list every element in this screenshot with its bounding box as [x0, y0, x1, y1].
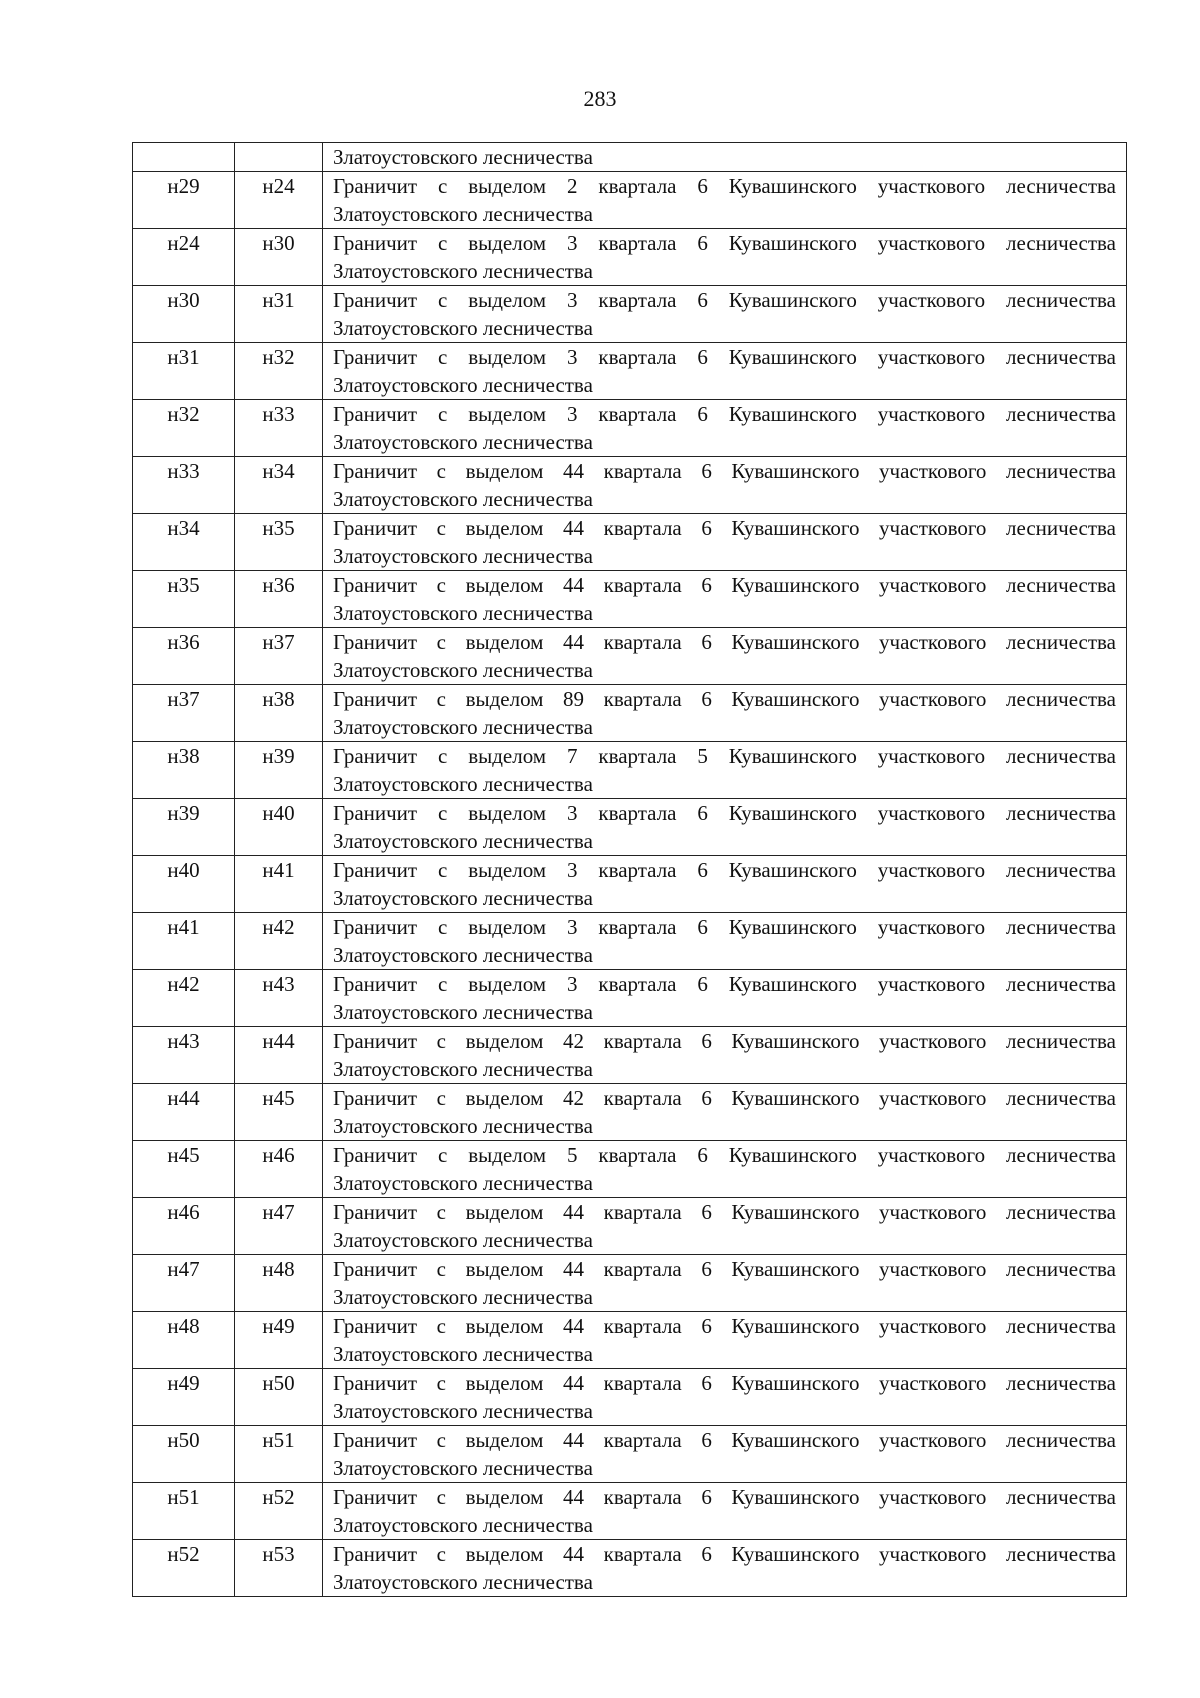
from-point-cell: н39	[133, 799, 235, 856]
page-number: 283	[583, 86, 617, 111]
to-point-cell: н52	[235, 1483, 323, 1540]
from-point-cell: н46	[133, 1198, 235, 1255]
description-continuation: Златоустовского лесничества	[333, 1228, 593, 1252]
to-point-cell: н24	[235, 172, 323, 229]
boundary-table	[132, 142, 1127, 1597]
table-row	[133, 286, 1127, 343]
description-cell	[323, 913, 1127, 970]
description-cell	[323, 286, 1127, 343]
to-point-cell: н44	[235, 1027, 323, 1084]
table-row	[133, 799, 1127, 856]
description-cell	[323, 143, 1127, 172]
table-row	[133, 172, 1127, 229]
from-point-cell: н43	[133, 1027, 235, 1084]
description-continuation: Златоустовского лесничества	[333, 430, 593, 454]
description-line: Граничит с выделом 44 квартала 6 Кувашинского участкового лесничества	[333, 1428, 1116, 1452]
from-point-cell: н30	[133, 286, 235, 343]
description-continuation: Златоустовского лесничества	[333, 715, 593, 739]
description-cell	[323, 172, 1127, 229]
from-point-cell: н33	[133, 457, 235, 514]
description-cell	[323, 1198, 1127, 1255]
table-row	[133, 628, 1127, 685]
description-line: Граничит с выделом 89 квартала 6 Кувашинского участкового лесничества	[333, 687, 1116, 711]
to-point-cell: н49	[235, 1312, 323, 1369]
description-line: Граничит с выделом 3 квартала 6 Кувашинского участкового лесничества	[333, 972, 1116, 996]
description-cell	[323, 742, 1127, 799]
from-point-cell: н44	[133, 1084, 235, 1141]
to-point-cell: н50	[235, 1369, 323, 1426]
table-row	[133, 1255, 1127, 1312]
description-cell	[323, 1426, 1127, 1483]
description-line: Граничит с выделом 44 квартала 6 Кувашинского участкового лесничества	[333, 1200, 1116, 1224]
to-point-cell: н43	[235, 970, 323, 1027]
to-point-cell: н40	[235, 799, 323, 856]
description-continuation: Златоустовского лесничества	[333, 601, 593, 625]
from-point-cell: н47	[133, 1255, 235, 1312]
description-line: Граничит с выделом 3 квартала 6 Кувашинского участкового лесничества	[333, 402, 1116, 426]
description-cell	[323, 685, 1127, 742]
description-cell	[323, 799, 1127, 856]
to-point-cell: н53	[235, 1540, 323, 1597]
from-point-cell: н45	[133, 1141, 235, 1198]
description-line: Граничит с выделом 44 квартала 6 Кувашинского участкового лесничества	[333, 1257, 1116, 1281]
table-row	[133, 343, 1127, 400]
table-row	[133, 913, 1127, 970]
to-point-cell: н48	[235, 1255, 323, 1312]
description-continuation: Златоустовского лесничества	[333, 1171, 593, 1195]
table-row	[133, 1084, 1127, 1141]
description-cell	[323, 1255, 1127, 1312]
table-row	[133, 457, 1127, 514]
description-continuation: Златоустовского лесничества	[333, 1399, 593, 1423]
description-line: Граничит с выделом 44 квартала 6 Кувашинского участкового лесничества	[333, 1485, 1116, 1509]
description-line: Граничит с выделом 44 квартала 6 Кувашинского участкового лесничества	[333, 516, 1116, 540]
description-continuation: Златоустовского лесничества	[333, 1057, 593, 1081]
table-row	[133, 1369, 1127, 1426]
from-point-cell: н49	[133, 1369, 235, 1426]
description-continuation: Златоустовского лесничества	[333, 772, 593, 796]
description-continuation: Златоустовского лесничества	[333, 1570, 593, 1594]
to-point-cell: н51	[235, 1426, 323, 1483]
table-row-continuation	[133, 143, 1127, 172]
description-cell	[323, 1312, 1127, 1369]
to-point-cell: н36	[235, 571, 323, 628]
description-line: Граничит с выделом 44 квартала 6 Кувашинского участкового лесничества	[333, 573, 1116, 597]
table-row	[133, 1027, 1127, 1084]
description-continuation: Златоустовского лесничества	[333, 1000, 593, 1024]
from-point-cell: н34	[133, 514, 235, 571]
to-point-cell: н31	[235, 286, 323, 343]
description-line: Граничит с выделом 3 квартала 6 Кувашинского участкового лесничества	[333, 231, 1116, 255]
description-continuation: Златоустовского лесничества	[333, 1342, 593, 1366]
to-point-cell: н30	[235, 229, 323, 286]
from-point-cell: н51	[133, 1483, 235, 1540]
description-cell	[323, 1027, 1127, 1084]
table-row	[133, 1540, 1127, 1597]
description-line: Граничит с выделом 5 квартала 6 Кувашинского участкового лесничества	[333, 1143, 1116, 1167]
description-continuation: Златоустовского лесничества	[333, 1285, 593, 1309]
from-point-cell: н38	[133, 742, 235, 799]
from-point-cell: н35	[133, 571, 235, 628]
to-point-cell: н45	[235, 1084, 323, 1141]
from-point-cell	[133, 143, 235, 172]
description-line: Граничит с выделом 44 квартала 6 Кувашинского участкового лесничества	[333, 1542, 1116, 1566]
from-point-cell: н42	[133, 970, 235, 1027]
table-row	[133, 514, 1127, 571]
from-point-cell: н36	[133, 628, 235, 685]
description-line: Граничит с выделом 3 квартала 6 Кувашинского участкового лесничества	[333, 915, 1116, 939]
description-continuation: Златоустовского лесничества	[333, 886, 593, 910]
description-cell	[323, 970, 1127, 1027]
description-line: Граничит с выделом 3 квартала 6 Кувашинского участкового лесничества	[333, 801, 1116, 825]
description-line: Граничит с выделом 44 квартала 6 Кувашинского участкового лесничества	[333, 1314, 1116, 1338]
description-continuation: Златоустовского лесничества	[333, 1114, 593, 1138]
description-cell	[323, 1540, 1127, 1597]
table-body	[133, 143, 1127, 1597]
description-continuation: Златоустовского лесничества	[333, 202, 593, 226]
description-continuation: Златоустовского лесничества	[333, 487, 593, 511]
from-point-cell: н29	[133, 172, 235, 229]
description-line: Граничит с выделом 3 квартала 6 Кувашинского участкового лесничества	[333, 345, 1116, 369]
to-point-cell: н42	[235, 913, 323, 970]
description-cell	[323, 1369, 1127, 1426]
description-cell	[323, 1084, 1127, 1141]
description-continuation: Златоустовского лесничества	[333, 259, 593, 283]
to-point-cell: н33	[235, 400, 323, 457]
to-point-cell	[235, 143, 323, 172]
table-row	[133, 400, 1127, 457]
from-point-cell: н32	[133, 400, 235, 457]
to-point-cell: н46	[235, 1141, 323, 1198]
to-point-cell: н34	[235, 457, 323, 514]
description-line: Граничит с выделом 7 квартала 5 Кувашинского участкового лесничества	[333, 744, 1116, 768]
description-line: Граничит с выделом 44 квартала 6 Кувашинского участкового лесничества	[333, 1371, 1116, 1395]
from-point-cell: н48	[133, 1312, 235, 1369]
to-point-cell: н38	[235, 685, 323, 742]
to-point-cell: н47	[235, 1198, 323, 1255]
description-cell	[323, 1483, 1127, 1540]
description-continuation: Златоустовского лесничества	[333, 1513, 593, 1537]
to-point-cell: н37	[235, 628, 323, 685]
from-point-cell: н24	[133, 229, 235, 286]
table-row	[133, 970, 1127, 1027]
description-cell	[323, 457, 1127, 514]
table-row	[133, 856, 1127, 913]
table-row	[133, 1312, 1127, 1369]
description-continuation: Златоустовского лесничества	[333, 943, 593, 967]
description-cell	[323, 571, 1127, 628]
description-continuation: Златоустовского лесничества	[333, 145, 593, 169]
from-point-cell: н52	[133, 1540, 235, 1597]
description-line: Граничит с выделом 3 квартала 6 Кувашинского участкового лесничества	[333, 858, 1116, 882]
table-row	[133, 229, 1127, 286]
from-point-cell: н31	[133, 343, 235, 400]
description-cell	[323, 856, 1127, 913]
description-line: Граничит с выделом 44 квартала 6 Кувашинского участкового лесничества	[333, 459, 1116, 483]
description-continuation: Златоустовского лесничества	[333, 658, 593, 682]
table-row	[133, 1198, 1127, 1255]
description-cell	[323, 1141, 1127, 1198]
description-cell	[323, 628, 1127, 685]
description-cell	[323, 343, 1127, 400]
description-continuation: Златоустовского лесничества	[333, 373, 593, 397]
description-continuation: Златоустовского лесничества	[333, 1456, 593, 1480]
to-point-cell: н35	[235, 514, 323, 571]
description-continuation: Златоустовского лесничества	[333, 544, 593, 568]
table-row	[133, 685, 1127, 742]
description-cell	[323, 514, 1127, 571]
description-line: Граничит с выделом 42 квартала 6 Кувашинского участкового лесничества	[333, 1086, 1116, 1110]
description-line: Граничит с выделом 42 квартала 6 Кувашинского участкового лесничества	[333, 1029, 1116, 1053]
to-point-cell: н32	[235, 343, 323, 400]
to-point-cell: н41	[235, 856, 323, 913]
description-line: Граничит с выделом 44 квартала 6 Кувашинского участкового лесничества	[333, 630, 1116, 654]
table-row	[133, 1426, 1127, 1483]
table-row	[133, 1141, 1127, 1198]
to-point-cell: н39	[235, 742, 323, 799]
table-row	[133, 742, 1127, 799]
from-point-cell: н37	[133, 685, 235, 742]
from-point-cell: н41	[133, 913, 235, 970]
description-line: Граничит с выделом 2 квартала 6 Кувашинского участкового лесничества	[333, 174, 1116, 198]
description-line: Граничит с выделом 3 квартала 6 Кувашинского участкового лесничества	[333, 288, 1116, 312]
from-point-cell: н40	[133, 856, 235, 913]
from-point-cell: н50	[133, 1426, 235, 1483]
description-cell	[323, 229, 1127, 286]
description-cell	[323, 400, 1127, 457]
table-row	[133, 1483, 1127, 1540]
table-row	[133, 571, 1127, 628]
description-continuation: Златоустовского лесничества	[333, 316, 593, 340]
description-continuation: Златоустовского лесничества	[333, 829, 593, 853]
